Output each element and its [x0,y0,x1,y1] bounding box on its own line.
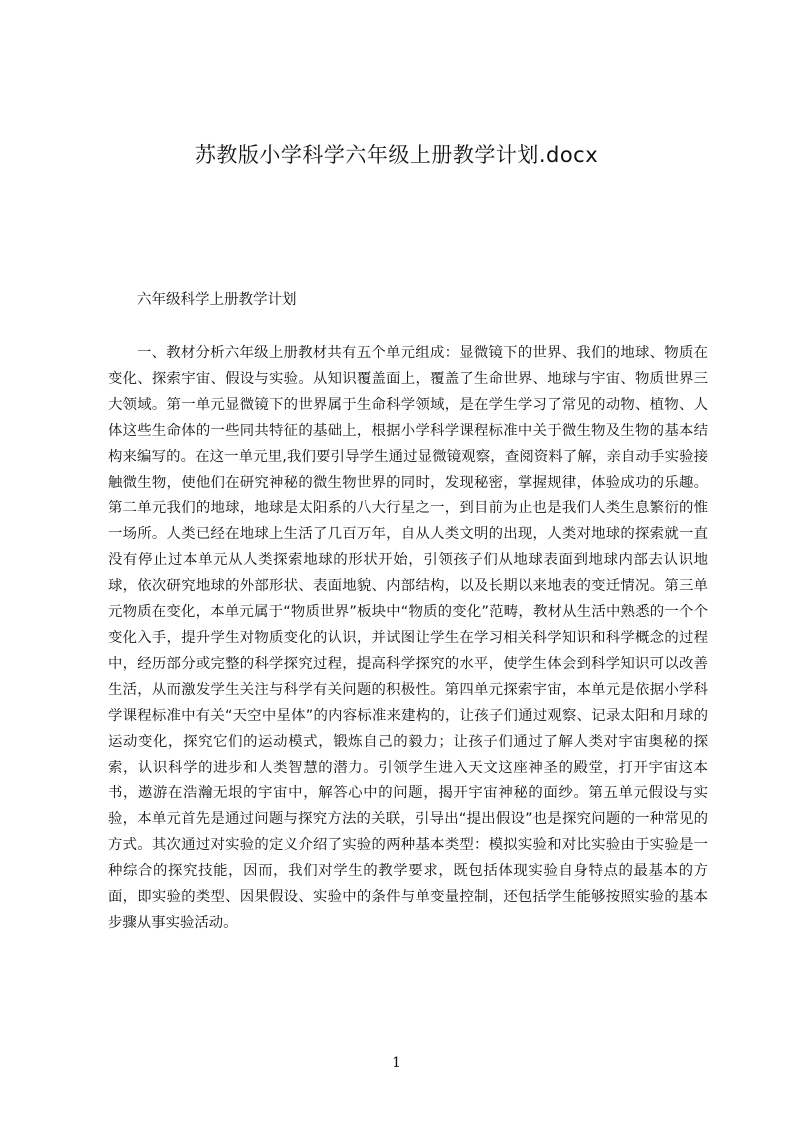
section-heading: 六年级科学上册教学计划 [137,292,297,308]
body-paragraph: 一、教材分析六年级上册教材共有五个单元组成：显微镜下的世界、我们的地球、物质在变化、探索宇宙、假设与实验。从知识覆盖面上，覆盖了生命世界、地球与宇宙、物质世界三大领域。第一单元显微镜下的世界属于生命科学领域，是在学生学习了常见的动物、植物、人体这些生命体的一些同共特征的基础上，根据小学科学课程标准中关于微生物及生物的基本结构来编写的。在这一单元里,我们要引导学生通过显微镜观察，查阅资料了解，亲自动手实验接触微生物，使他们在研究神秘的微生物世界的同时，发现秘密，掌握规律，体验成功的乐趣。第二单元我们的地球，地球是太阳系的八大行星之一，到目前为止也是我们人类生息繁衍的惟一场所。人类已经在地球上生活了几百万年，自从人类文明的出现，人类对地球的探索就一直没有停止过本单元从人类探索地球的形状开始，引领孩子们从地球表面到地球内部去认识地球，依次研究地球的外部形状、表面地貌、内部结构，以及长期以来地表的变迁情况。第三单元物质在变化，本单元属于“物质世界”板块中“物质的变化”范畴，教材从生活中熟悉的一个个变化入手，提升学生对物质变化的认识，并试图让学生在学习相关科学知识和科学概念的过程中，经历部分或完整的科学探究过程，提高科学探究的水平，使学生体会到科学知识可以改善生活，从而激发学生关注与科学有关问题的积极性。第四单元探索宇宙，本单元是依据小学科学课程标准中有关“天空中星体”的内容标准来建构的，让孩子们通过观察、记录太阳和月球的运动变化，探究它们的运动模式，锻炼自己的毅力；让孩子们通过了解人类对宇宙奥秘的探索，认识科学的进步和人类智慧的潜力。引领学生进入天文这座神圣的殿堂，打开宇宙这本书，遨游在浩瀚无垠的宇宙中，解答心中的问题，揭开宇宙神秘的面纱。第五单元假设与实验，本单元首先是通过问题与探究方法的关联，引导出“提出假设”也是探究问题的一种常见的方式。其次通过对实验的定义介绍了实验的两种基本类型：模拟实验和对比实验由于实验是一种综合的探究技能，因而，我们对学生的教学要求，既包括体现实验自身特点的最基本的方面，即实验的类型、因果假设、实验中的条件与单变量控制，还包括学生能够按照实验的基本步骤从事实验活动。 [108,345,708,931]
page-number: 1 [392,1055,401,1071]
document-title: 苏教版小学科学六年级上册教学计划.docx [194,143,599,167]
